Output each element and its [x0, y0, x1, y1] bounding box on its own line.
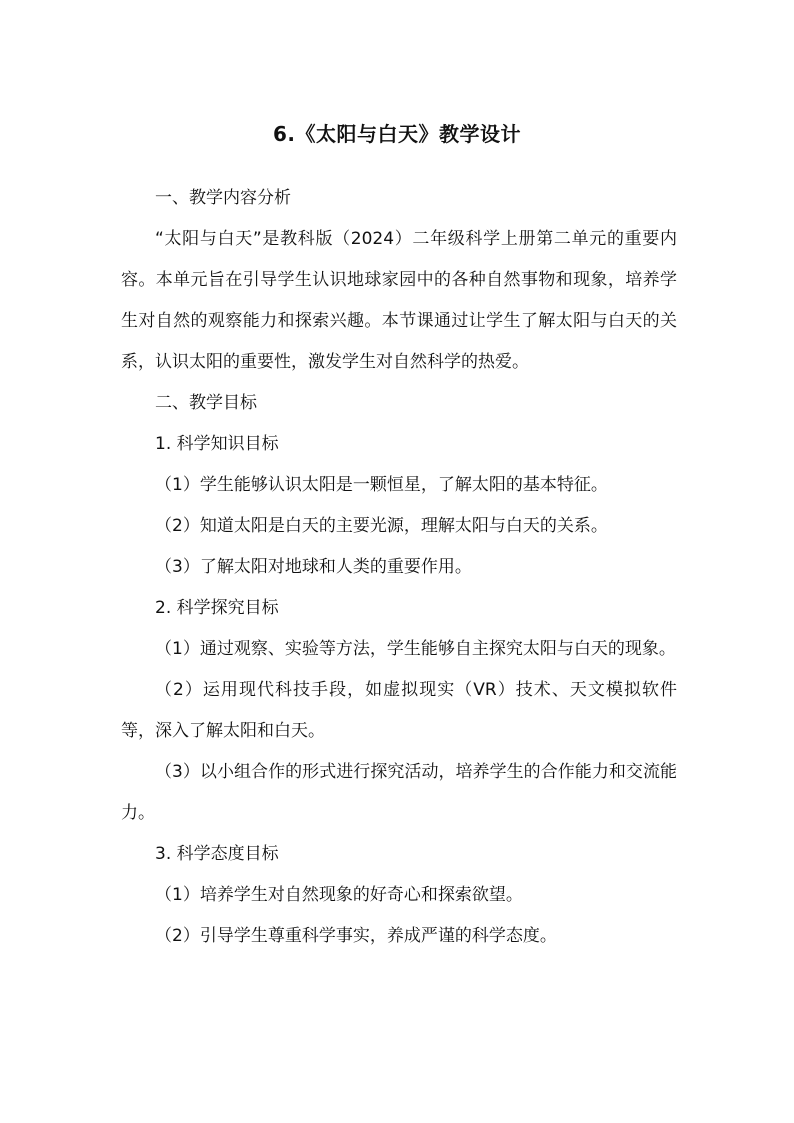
content-analysis-paragraph: “太阳与白天”是教科版（2024）二年级科学上册第二单元的重要内容。本单元旨在引导学生认识地球家园中的各种自然事物和现象，培养学生对自然的观察能力和探索兴趣。本节课通过让学生了解太阳与白天的关系，认识太阳的重要性，激发学生对自然科学的热爱。 — [121, 229, 677, 372]
document-body — [121, 178, 677, 957]
knowledge-goal-1: （1）学生能够认识太阳是一颗恒星，了解太阳的基本特征。 — [155, 475, 608, 495]
subheading-inquiry-goals: 2. 科学探究目标 — [155, 598, 279, 618]
attitude-goal-1: （1）培养学生对自然现象的好奇心和探索欲望。 — [155, 885, 523, 905]
inquiry-goal-2: （2）运用现代科技手段，如虚拟现实（VR）技术、天文模拟软件等，深入了解太阳和白天。 — [121, 680, 677, 741]
section-heading-content-analysis: 一、教学内容分析 — [155, 188, 291, 208]
subheading-knowledge-goals: 1. 科学知识目标 — [155, 434, 279, 454]
knowledge-goal-2: （2）知道太阳是白天的主要光源，理解太阳与白天的关系。 — [155, 516, 608, 536]
knowledge-goal-3: （3）了解太阳对地球和人类的重要作用。 — [155, 557, 472, 577]
section-heading-teaching-goals: 二、教学目标 — [155, 393, 257, 413]
inquiry-goal-1: （1）通过观察、实验等方法，学生能够自主探究太阳与白天的现象。 — [155, 639, 676, 659]
subheading-attitude-goals: 3. 科学态度目标 — [155, 844, 279, 864]
document-title: 6.《太阳与白天》教学设计 — [272, 122, 521, 146]
inquiry-goal-3: （3）以小组合作的形式进行探究活动，培养学生的合作能力和交流能力。 — [121, 762, 677, 823]
attitude-goal-2: （2）引导学生尊重科学事实，养成严谨的科学态度。 — [155, 926, 557, 946]
